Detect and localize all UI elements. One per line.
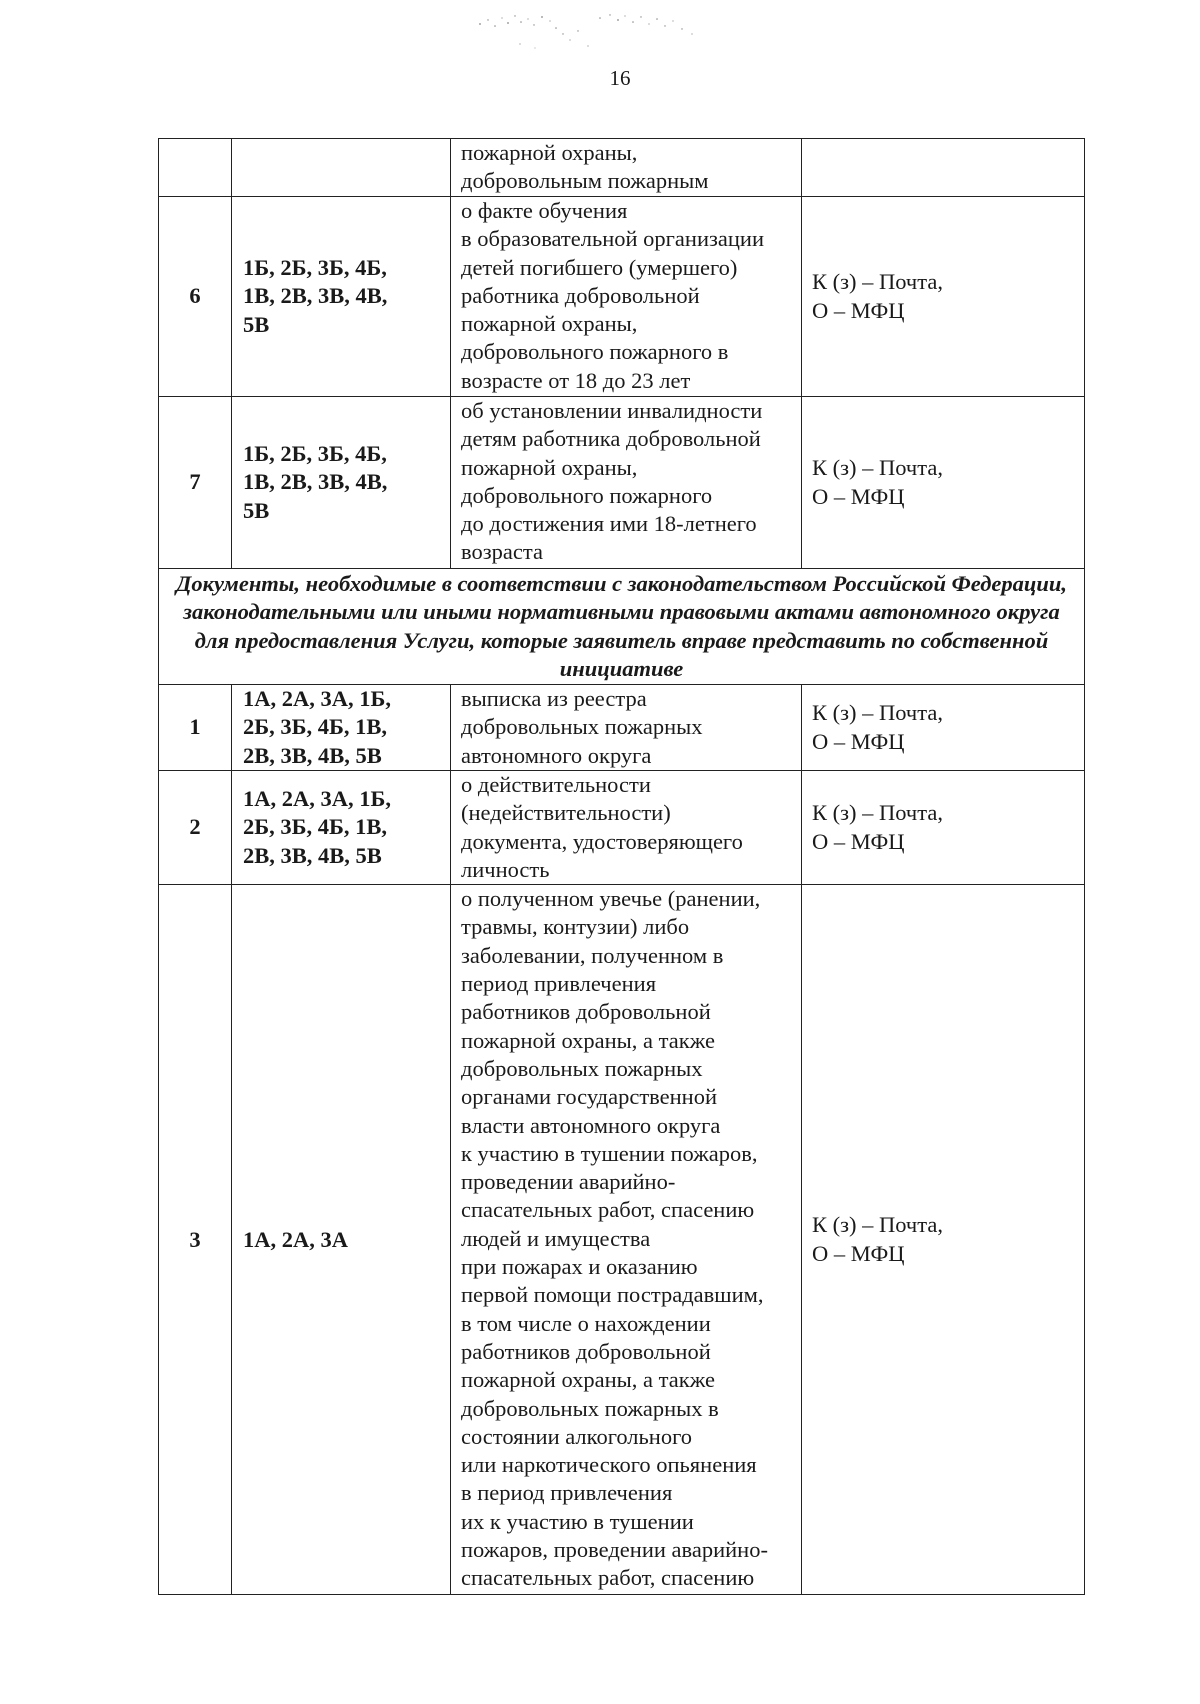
row-method: К (з) – Почта, О – МФЦ [802, 197, 1085, 397]
row-method: К (з) – Почта, О – МФЦ [802, 771, 1085, 885]
row-categories: 1Б, 2Б, 3Б, 4Б, 1В, 2В, 3В, 4В, 5В [232, 197, 451, 397]
row-number [159, 139, 232, 197]
row-categories: 1А, 2А, 3А [232, 885, 451, 1595]
row-number: 7 [159, 397, 232, 569]
section-heading: Документы, необходимые в соответствии с законодательством Российской Федерации, законодательными или иными нормативными правовыми актами автономного округа для предоставления Услуги, которые заявитель вправе представить по собственной инициативе [159, 569, 1085, 685]
row-method [802, 139, 1085, 197]
row-categories: 1А, 2А, 3А, 1Б, 2Б, 3Б, 4Б, 1В, 2В, 3В, 4В, 5В [232, 685, 451, 771]
row-number: 3 [159, 885, 232, 1595]
row-description: о полученном увечье (ранении, травмы, контузии) либо заболевании, полученном в период привлечения работников добровольной пожарной охраны, а также добровольных пожарных органами государственной власти автономного округа к участию в тушении пожаров, проведении аварийно- спасательных работ, спасению людей и имущества при пожарах и оказанию первой помощи пострадавшим, в том числе о нахождении работников добровольной пожарной охраны, а также добровольных пожарных в состоянии алкогольного или наркотического опьянения в период привлечения их к участию в тушении пожаров, проведении аварийно- спасательных работ, спасению [451, 885, 802, 1595]
table-row [159, 771, 1085, 885]
scan-artifact [460, 4, 760, 54]
row-method: К (з) – Почта, О – МФЦ [802, 685, 1085, 771]
row-categories [232, 139, 451, 197]
page-number: 16 [609, 66, 631, 90]
row-description: пожарной охраны, добровольным пожарным [451, 139, 802, 197]
row-description: об установлении инвалидности детям работника добровольной пожарной охраны, добровольного пожарного до достижения ими 18-летнего возраста [451, 397, 802, 569]
row-number: 6 [159, 197, 232, 397]
table-row [159, 139, 1085, 197]
row-number: 2 [159, 771, 232, 885]
row-method: К (з) – Почта, О – МФЦ [802, 885, 1085, 1595]
table-row [159, 397, 1085, 569]
row-description: о факте обучения в образовательной организации детей погибшего (умершего) работника добровольной пожарной охраны, добровольного пожарного в возрасте от 18 до 23 лет [451, 197, 802, 397]
table-row [159, 685, 1085, 771]
documents-table [158, 138, 1085, 1595]
row-description: выписка из реестра добровольных пожарных автономного округа [451, 685, 802, 771]
row-categories: 1А, 2А, 3А, 1Б, 2Б, 3Б, 4Б, 1В, 2В, 3В, 4В, 5В [232, 771, 451, 885]
row-categories: 1Б, 2Б, 3Б, 4Б, 1В, 2В, 3В, 4В, 5В [232, 397, 451, 569]
row-number: 1 [159, 685, 232, 771]
row-method: К (з) – Почта, О – МФЦ [802, 397, 1085, 569]
section-heading-row [159, 569, 1085, 685]
row-description: о действительности (недействительности) документа, удостоверяющего личность [451, 771, 802, 885]
table-row [159, 197, 1085, 397]
table-row [159, 885, 1085, 1595]
